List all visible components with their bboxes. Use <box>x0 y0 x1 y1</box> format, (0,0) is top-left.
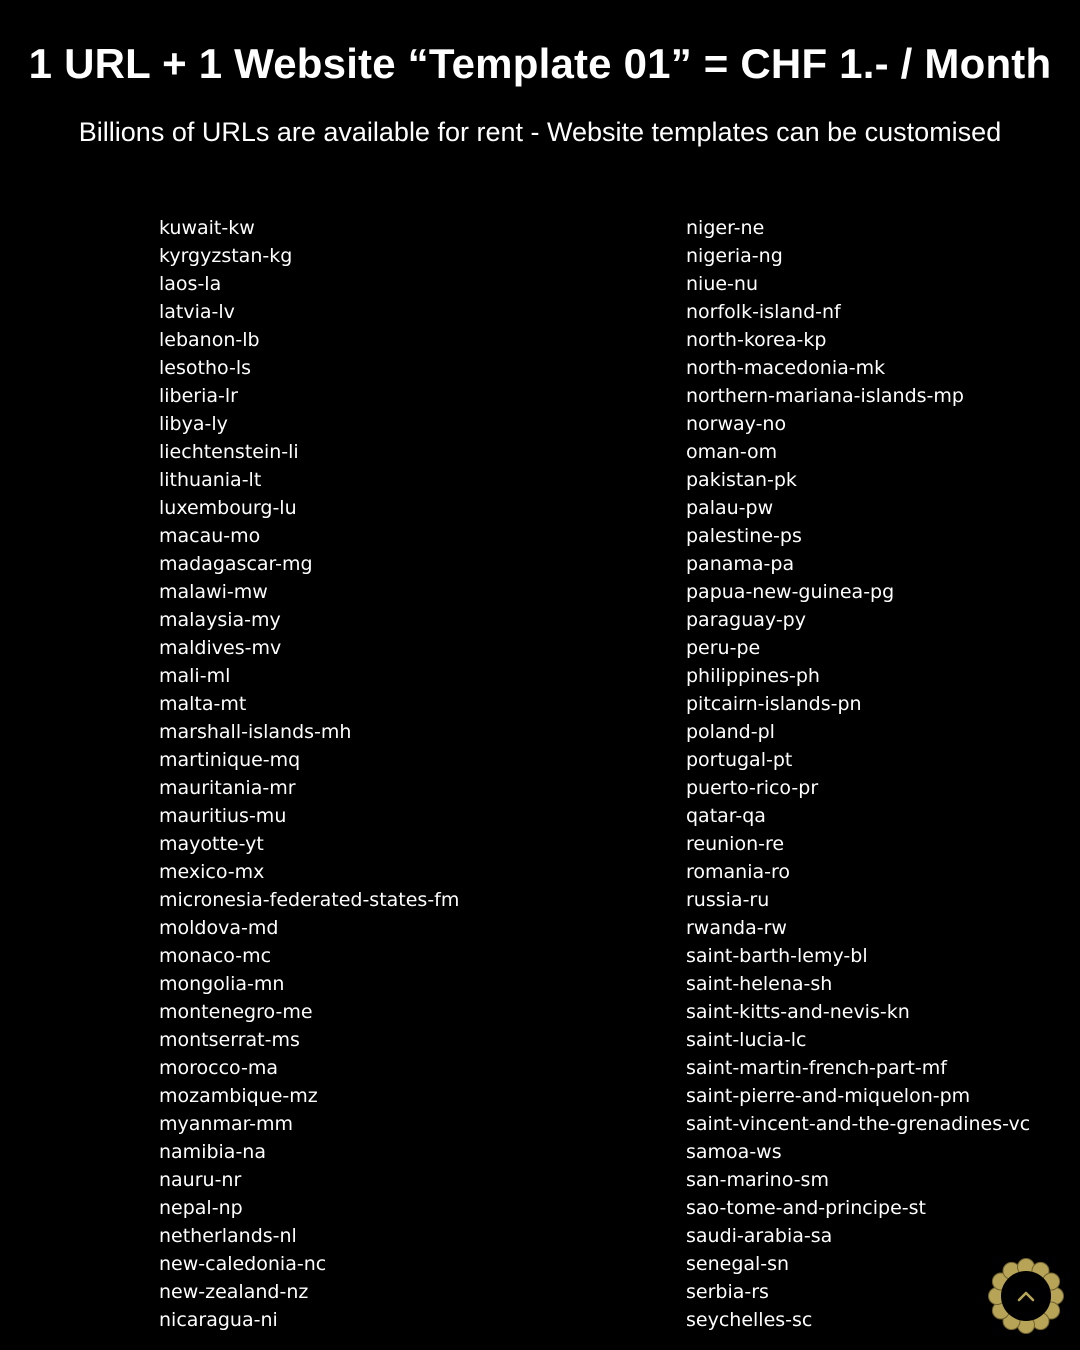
url-list-item: luxembourg-lu <box>159 497 297 519</box>
url-list-item: nigeria-ng <box>686 245 783 267</box>
url-list-item: north-korea-kp <box>686 329 827 351</box>
url-list-item: philippines-ph <box>686 665 820 687</box>
url-list-item: mauritius-mu <box>159 805 287 827</box>
url-list-item: lithuania-lt <box>159 469 262 491</box>
url-list-item: latvia-lv <box>159 301 235 323</box>
url-list-item: lesotho-ls <box>159 357 251 379</box>
url-list-item: liberia-lr <box>159 385 238 407</box>
page-subtitle: Billions of URLs are available for rent - Website templates can be customised <box>78 117 1002 147</box>
url-list-item: kuwait-kw <box>159 217 255 239</box>
url-list-item: palau-pw <box>686 497 774 519</box>
url-list-item: north-macedonia-mk <box>686 357 886 379</box>
url-list-item: saint-kitts-and-nevis-kn <box>686 1001 910 1023</box>
scroll-to-top-button[interactable] <box>988 1258 1064 1334</box>
url-list-item: macau-mo <box>159 525 261 547</box>
url-list-item: puerto-rico-pr <box>686 777 819 799</box>
url-list-item: saint-barth-lemy-bl <box>686 945 868 967</box>
url-list-item: samoa-ws <box>686 1141 782 1163</box>
url-list-item: papua-new-guinea-pg <box>686 581 895 603</box>
badge-inner-circle <box>1001 1271 1051 1321</box>
url-list-item: nepal-np <box>159 1197 243 1219</box>
url-list-item: romania-ro <box>686 861 791 883</box>
url-list-item: senegal-sn <box>686 1253 790 1275</box>
url-list-left <box>159 214 459 1334</box>
url-list-item: maldives-mv <box>159 637 282 659</box>
page-title: 1 URL + 1 Website “Template 01” = CHF 1.- / Month <box>28 40 1052 87</box>
url-list-item: mozambique-mz <box>159 1085 318 1107</box>
url-list-item: nauru-nr <box>159 1169 242 1191</box>
url-list-item: martinique-mq <box>159 749 301 771</box>
url-list-item: russia-ru <box>686 889 770 911</box>
url-list-item: nicaragua-ni <box>159 1309 278 1331</box>
url-list-item: seychelles-sc <box>686 1309 813 1331</box>
url-list-item: norfolk-island-nf <box>686 301 841 323</box>
url-list-item: saint-vincent-and-the-grenadines-vc <box>686 1113 1031 1135</box>
url-list-item: new-zealand-nz <box>159 1281 309 1303</box>
url-list-item: saint-martin-french-part-mf <box>686 1057 947 1079</box>
url-list-item: oman-om <box>686 441 778 463</box>
url-list-item: mayotte-yt <box>159 833 264 855</box>
url-list-item: laos-la <box>159 273 222 295</box>
scroll-to-top-badge <box>988 1258 1064 1334</box>
url-list-item: sao-tome-and-principe-st <box>686 1197 926 1219</box>
url-list-item: mauritania-mr <box>159 777 296 799</box>
url-list-item: kyrgyzstan-kg <box>159 245 293 267</box>
url-list-item: malawi-mw <box>159 581 268 603</box>
url-list-item: northern-mariana-islands-mp <box>686 385 964 407</box>
url-list-item: portugal-pt <box>686 749 793 771</box>
url-list-item: madagascar-mg <box>159 553 313 575</box>
url-list-item: myanmar-mm <box>159 1113 294 1135</box>
url-list-item: libya-ly <box>159 413 228 435</box>
url-list-item: new-caledonia-nc <box>159 1253 327 1275</box>
url-list-item: niger-ne <box>686 217 765 239</box>
url-list-item: micronesia-federated-states-fm <box>159 889 460 911</box>
url-list-item: poland-pl <box>686 721 775 743</box>
url-list-item: lebanon-lb <box>159 329 260 351</box>
url-list-item: moldova-md <box>159 917 279 939</box>
url-list-item: mali-ml <box>159 665 231 687</box>
url-list-item: saudi-arabia-sa <box>686 1225 833 1247</box>
url-list-item: malaysia-my <box>159 609 281 631</box>
url-list-item: mexico-mx <box>159 861 265 883</box>
url-list-item: serbia-rs <box>686 1281 769 1303</box>
url-list-item: liechtenstein-li <box>159 441 299 463</box>
url-list-item: montserrat-ms <box>159 1029 300 1051</box>
url-list-item: norway-no <box>686 413 787 435</box>
url-list-item: rwanda-rw <box>686 917 787 939</box>
url-list-item: san-marino-sm <box>686 1169 829 1191</box>
url-list-item: montenegro-me <box>159 1001 313 1023</box>
url-list-item: marshall-islands-mh <box>159 721 352 743</box>
url-list-item: malta-mt <box>159 693 247 715</box>
url-list-item: namibia-na <box>159 1141 266 1163</box>
url-list-item: pakistan-pk <box>686 469 797 491</box>
url-list-item: mongolia-mn <box>159 973 285 995</box>
url-list-item: saint-helena-sh <box>686 973 833 995</box>
url-list-item: panama-pa <box>686 553 795 575</box>
url-list-item: reunion-re <box>686 833 785 855</box>
url-list-item: monaco-mc <box>159 945 272 967</box>
url-list-item: palestine-ps <box>686 525 802 547</box>
url-list-item: morocco-ma <box>159 1057 279 1079</box>
url-list-item: saint-lucia-lc <box>686 1029 807 1051</box>
url-list-item: pitcairn-islands-pn <box>686 693 862 715</box>
url-list-item: qatar-qa <box>686 805 766 827</box>
url-list-item: netherlands-nl <box>159 1225 297 1247</box>
url-list-right <box>686 214 1030 1334</box>
url-list-item: peru-pe <box>686 637 761 659</box>
url-list-item: paraguay-py <box>686 609 806 631</box>
url-list-item: saint-pierre-and-miquelon-pm <box>686 1085 971 1107</box>
url-list-item: niue-nu <box>686 273 758 295</box>
